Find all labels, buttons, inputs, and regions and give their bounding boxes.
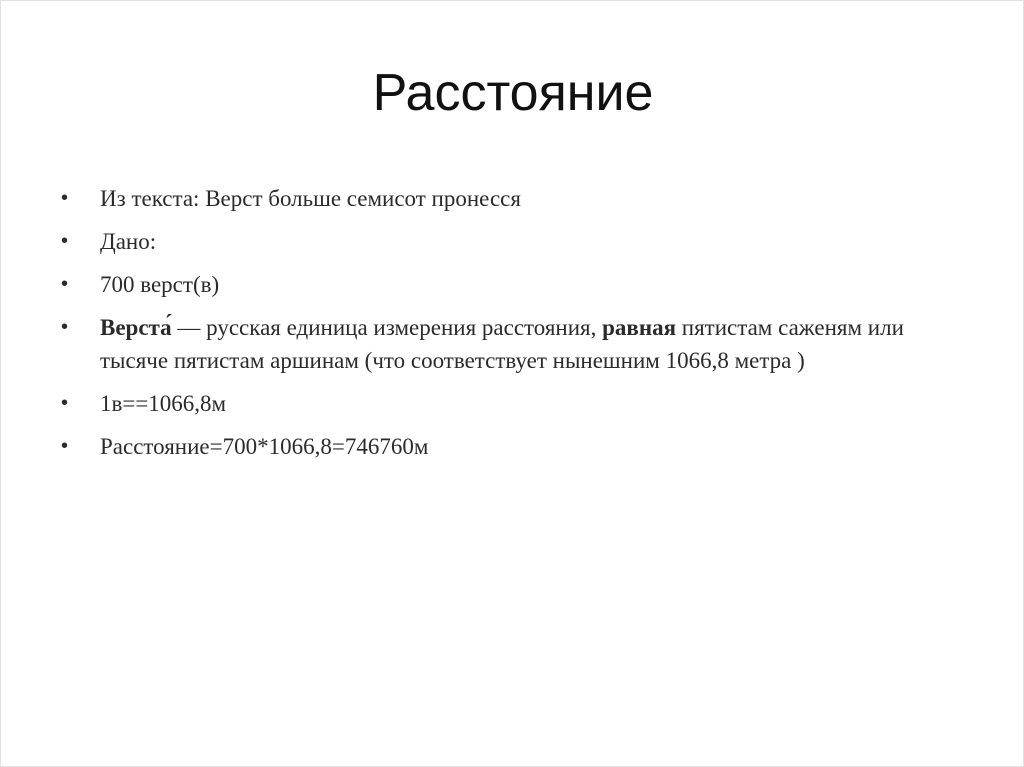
definition-text	[100, 315, 904, 373]
list-item-text: 700 верст(в)	[100, 272, 220, 297]
list-item-text: Из текста: Верст больше семисот пронесся	[100, 186, 521, 211]
list-item-text: 1в==1066,8м	[100, 391, 227, 416]
slide-title: Расстояние	[372, 64, 654, 122]
emphasis-word: равная	[602, 315, 677, 340]
list-item	[61, 268, 961, 301]
list-item	[61, 225, 961, 258]
definition-part-1: — русская единица измерения расстояния,	[171, 315, 603, 340]
term-verst: Верста́	[100, 315, 172, 340]
bullet-icon: •	[61, 316, 69, 338]
bullet-list	[61, 182, 961, 473]
list-item-text: Дано:	[100, 229, 157, 254]
list-item	[61, 182, 961, 215]
bullet-icon: •	[61, 187, 69, 209]
bullet-icon: •	[61, 435, 69, 457]
bullet-icon: •	[61, 230, 69, 252]
bullet-icon: •	[61, 273, 69, 295]
list-item	[61, 430, 961, 463]
list-item	[61, 311, 970, 377]
list-item	[61, 387, 961, 420]
list-item-text: Расстояние=700*1066,8=746760м	[100, 434, 429, 459]
bullet-icon: •	[61, 392, 69, 414]
definition-part-2: пятистам саженям или тысяче пятистам аршинам (что соответствует нынешним 1066,8 метра )	[100, 315, 904, 373]
